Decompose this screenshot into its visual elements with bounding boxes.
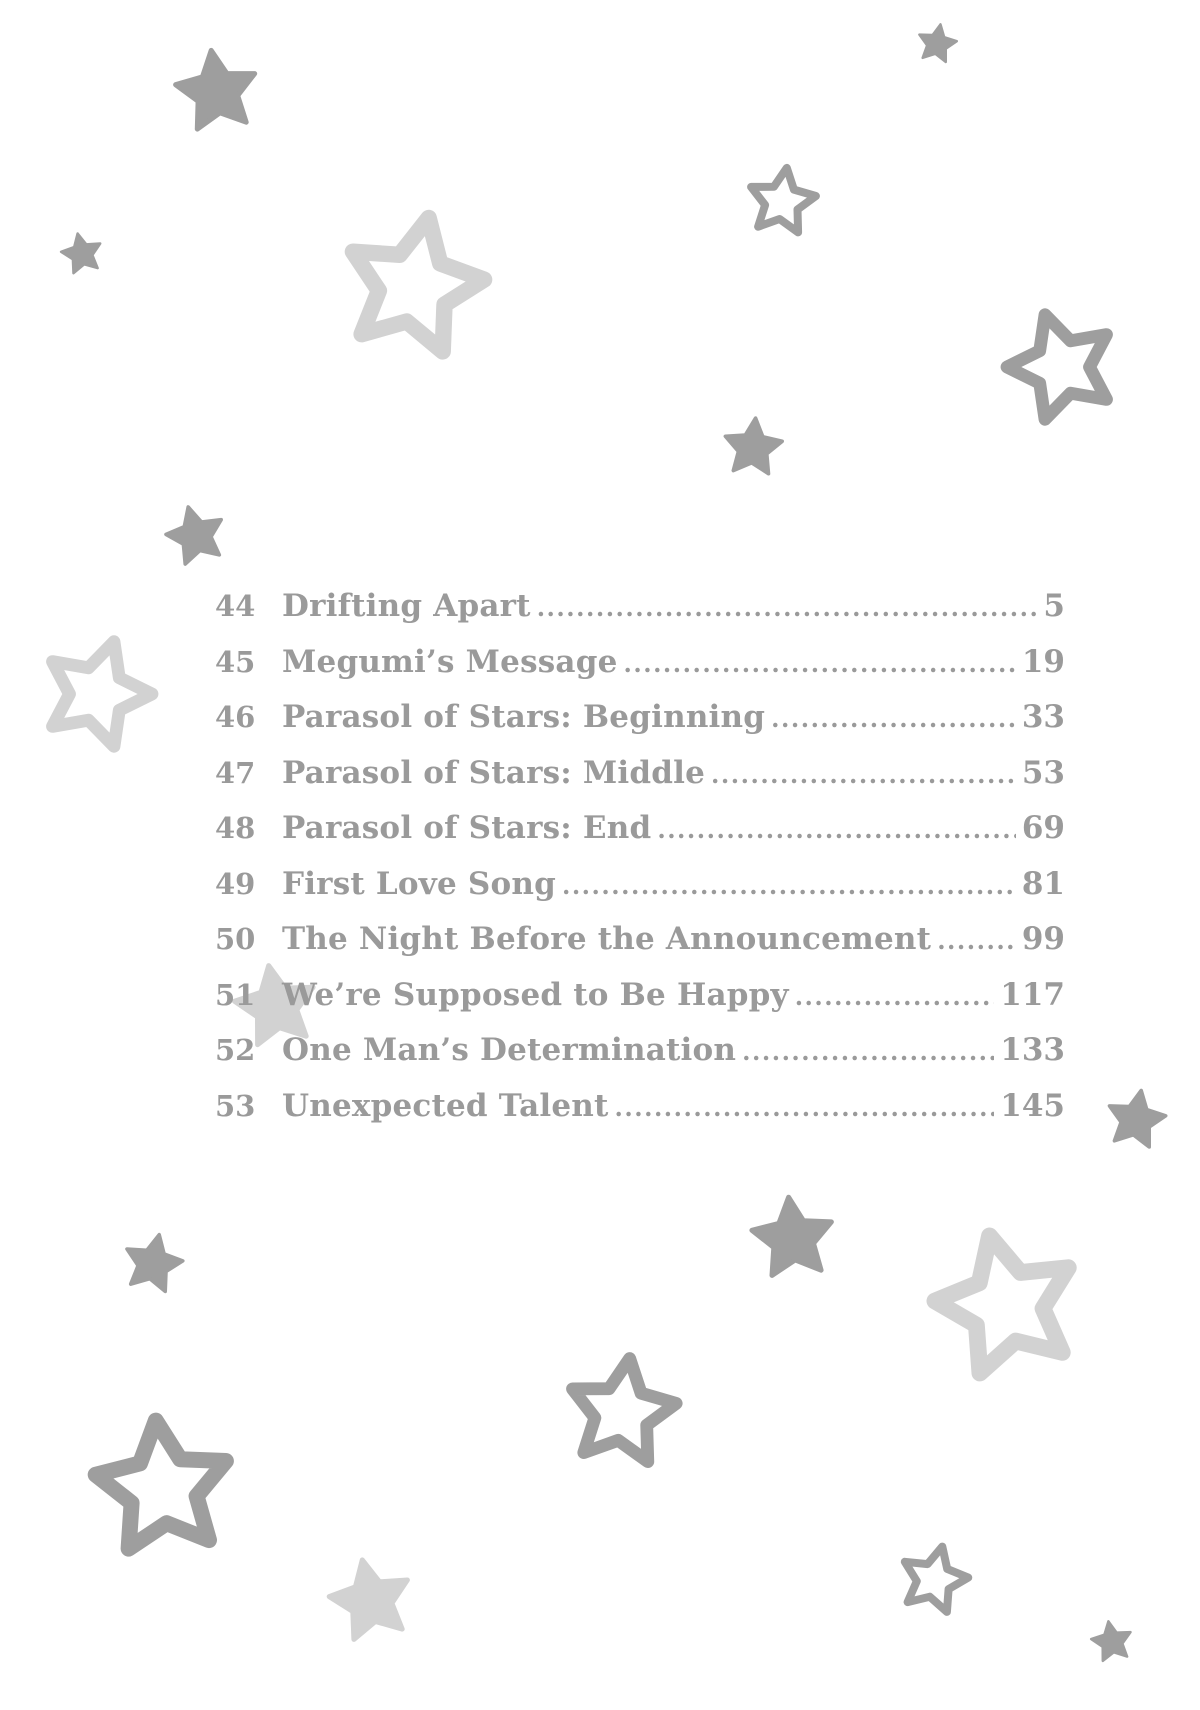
dot-leader xyxy=(624,649,1016,678)
star-icon xyxy=(329,1560,407,1640)
star-icon xyxy=(353,218,484,351)
star-icon xyxy=(1110,1091,1166,1148)
chapter-number: 50 xyxy=(215,922,256,956)
chapter-title: The Night Before the Announcement xyxy=(282,921,932,957)
star-icon xyxy=(752,1197,832,1275)
toc-entry[interactable] xyxy=(215,699,1065,755)
star-icon xyxy=(919,24,957,62)
table-of-contents xyxy=(215,588,1065,1143)
dot-leader xyxy=(537,593,1038,622)
chapter-number: 49 xyxy=(215,866,256,901)
toc-entry[interactable] xyxy=(215,866,1065,922)
chapter-title: Drifting Apart xyxy=(282,588,531,624)
toc-entry[interactable] xyxy=(215,1088,1065,1144)
star-icon xyxy=(53,642,153,747)
chapter-title: First Love Song xyxy=(282,865,556,902)
chapter-title: We’re Supposed to Be Happy xyxy=(282,976,789,1013)
page-number: 99 xyxy=(1021,921,1065,957)
dot-leader xyxy=(657,815,1016,844)
chapter-number: 52 xyxy=(215,1033,256,1067)
star-icon xyxy=(573,1359,677,1462)
chapter-title: One Man’s Determination xyxy=(282,1032,737,1068)
chapter-title: Unexpected Talent xyxy=(282,1087,609,1124)
dot-leader xyxy=(937,926,1016,955)
star-icon xyxy=(725,418,782,474)
toc-entry[interactable] xyxy=(215,644,1065,700)
star-icon xyxy=(751,168,816,233)
page-number: 133 xyxy=(1000,1032,1065,1068)
page-number: 53 xyxy=(1021,754,1065,791)
star-icon xyxy=(127,1235,183,1292)
dot-leader xyxy=(711,760,1016,789)
toc-entry[interactable] xyxy=(215,921,1065,977)
star-icon xyxy=(61,234,100,274)
chapter-number: 48 xyxy=(215,811,256,845)
chapter-title: Parasol of Stars: End xyxy=(282,810,652,846)
chapter-number: 53 xyxy=(215,1088,256,1123)
chapter-number: 45 xyxy=(215,644,256,679)
star-icon xyxy=(905,1547,969,1612)
page-number: 117 xyxy=(1000,976,1065,1013)
chapter-number: 46 xyxy=(215,700,256,734)
page-number: 69 xyxy=(1021,810,1065,846)
chapter-number: 47 xyxy=(215,755,256,790)
page-number: 145 xyxy=(1000,1087,1065,1124)
chapter-title: Megumi’s Message xyxy=(282,643,618,680)
dot-leader xyxy=(562,871,1016,900)
dot-leader xyxy=(771,704,1016,733)
chapter-title: Parasol of Stars: Middle xyxy=(282,754,706,791)
chapter-number: 44 xyxy=(215,589,256,623)
dot-leader xyxy=(795,982,995,1011)
dot-leader xyxy=(615,1093,995,1122)
star-icon xyxy=(96,1421,226,1549)
star-icon xyxy=(1007,315,1107,420)
page-number: 33 xyxy=(1021,699,1065,735)
chapter-title: Parasol of Stars: Beginning xyxy=(282,699,766,735)
dot-leader xyxy=(742,1037,994,1066)
toc-entry[interactable] xyxy=(215,977,1065,1033)
toc-entry[interactable] xyxy=(215,755,1065,811)
toc-entry[interactable] xyxy=(215,810,1065,866)
chapter-number: 51 xyxy=(215,977,256,1012)
page-number: 19 xyxy=(1021,643,1065,680)
toc-entry[interactable] xyxy=(215,588,1065,644)
page-number: 81 xyxy=(1021,865,1065,902)
page-number: 5 xyxy=(1043,588,1065,624)
star-icon xyxy=(176,50,255,129)
star-icon xyxy=(166,507,221,564)
star-icon xyxy=(1091,1621,1130,1661)
toc-entry[interactable] xyxy=(215,1032,1065,1088)
star-icon xyxy=(935,1236,1068,1373)
